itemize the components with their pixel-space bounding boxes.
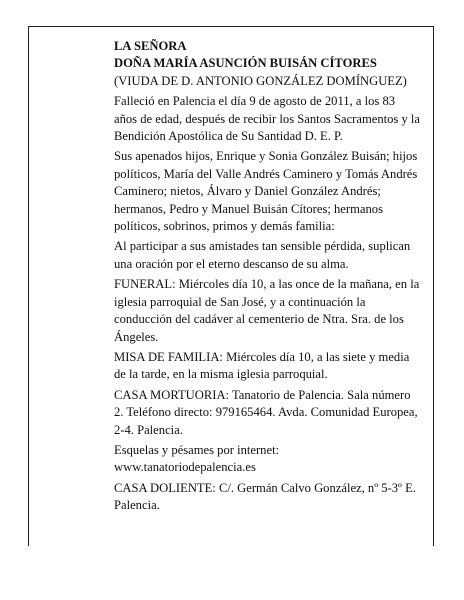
home-paragraph: CASA DOLIENTE: C/. Germán Calvo González, nº 5-3º E. Palencia. <box>114 480 416 513</box>
widow-line: (VIUDA DE D. ANTONIO GONZÁLEZ DOMÍNGUEZ) <box>114 73 407 88</box>
deceased-name: DOÑA MARÍA ASUNCIÓN BUISÁN CÍTORES <box>114 56 377 71</box>
internet-line: Esquelas y pésames por internet: <box>114 442 280 457</box>
funeral-paragraph: FUNERAL: Miércoles día 10, a las once de la mañana, en la iglesia parroquial de San José, y a continuación la conducción del cadáver al cementerio de Ntra. Sra. de los Ángeles. <box>114 277 420 344</box>
mass-paragraph: MISA DE FAMILIA: Miércoles día 10, a las siete y media de la tarde, en la misma iglesia parroquial. <box>114 349 410 382</box>
website-link[interactable]: www.tanatoriodepalencia.es <box>114 460 256 475</box>
death-paragraph: Falleció en Palencia el día 9 de agosto de 2011, a los 83 años de edad, después de recibir los Santos Sacramentos y la Bendición Apostólica de Su Santidad D. E. P. <box>114 94 421 144</box>
prayer-paragraph: Al participar a sus amistades tan sensible pérdida, suplican una oración por el eterno descanso de su alma. <box>114 239 411 271</box>
obituary-notice <box>114 38 420 518</box>
family-paragraph: Sus apenados hijos, Enrique y Sonia González Buisán; hijos políticos, María del Valle Andrés Caminero y Tomás Andrés Caminero; nietos, Álvaro y Daniel González Andrés; hermanos, Pedro y Manuel Buisán Cítores; hermanos políticos, sobrinos, primos y demás familia: <box>114 149 418 234</box>
notice-title-line1: LA SEÑORA <box>114 39 187 53</box>
mortuary-paragraph: CASA MORTUORIA: Tanatorio de Palencia. Sala número 2. Teléfono directo: 979165464. Avda. Comunidad Europea, 2-4. Palencia. <box>114 387 418 437</box>
